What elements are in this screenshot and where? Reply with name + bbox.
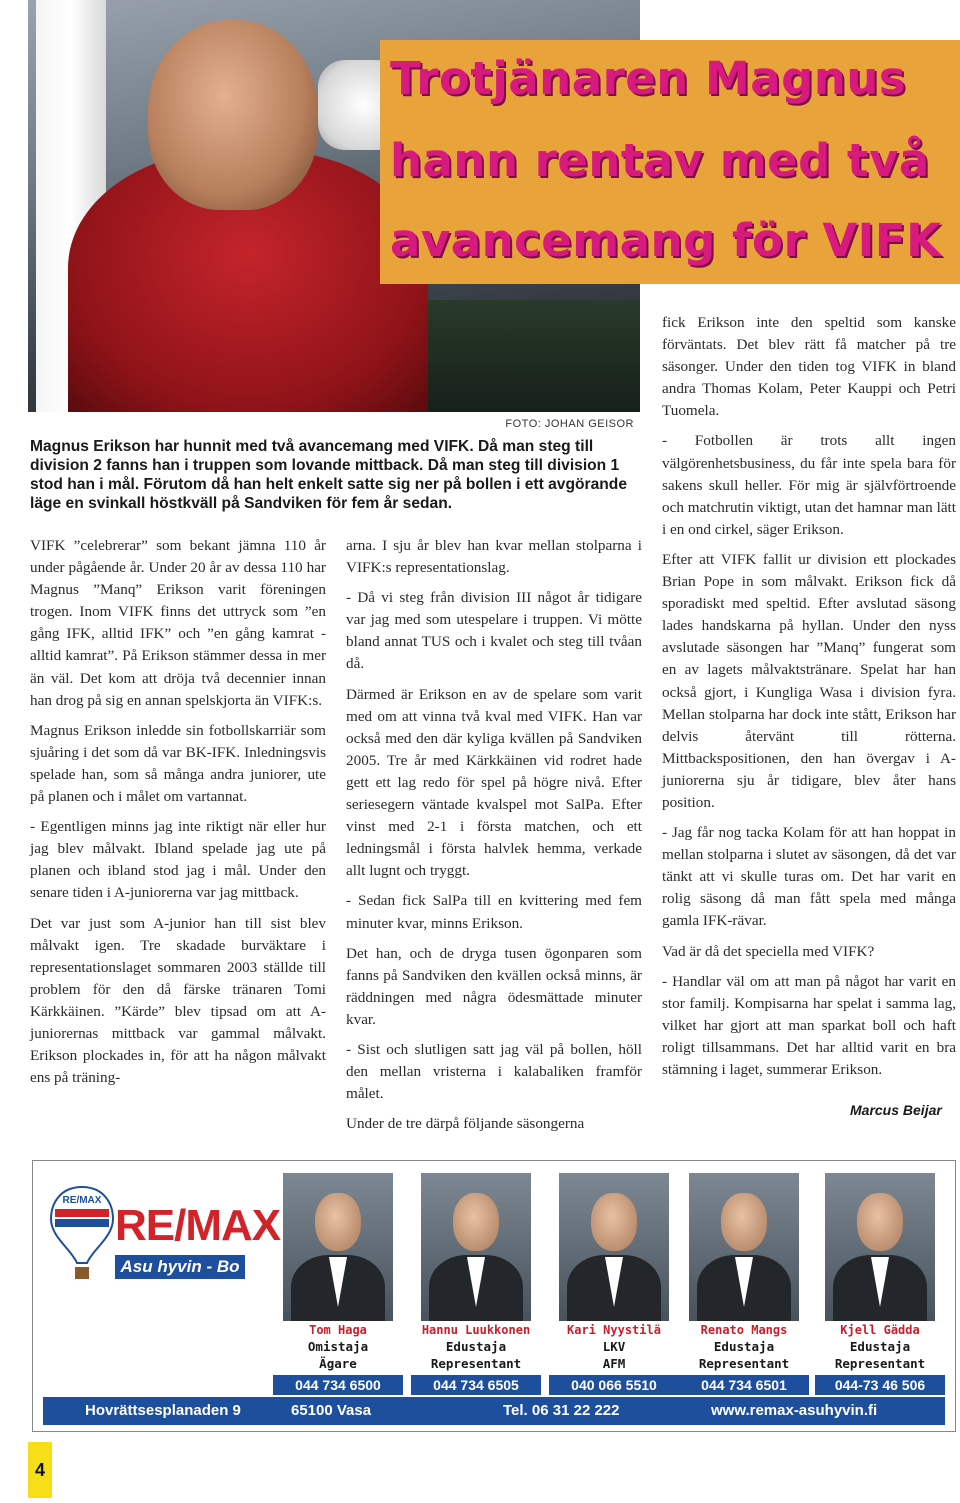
paragraph: arna. I sju år blev han kvar mellan stolparna i VIFK:s representationslag. (346, 537, 642, 577)
remax-advertisement (32, 1160, 956, 1432)
agent-phone: 044-73 46 506 (815, 1375, 945, 1395)
agent-phone: 044 734 6501 (679, 1375, 809, 1395)
article-column-2 (346, 535, 642, 1143)
agent-phone: 040 066 5510 (549, 1375, 679, 1395)
balloon-icon (47, 1183, 117, 1283)
goalkeeper-head (148, 20, 318, 210)
paragraph: - Egentligen minns jag inte riktigt när eller hur jag blev målvakt. Ibland spelade jag ute på planen och ibland stod jag i mål. Under den senare tiden i A-juniorerna var jag mittback. (30, 818, 326, 902)
paragraph: Efter att VIFK fallit ur division ett plockades Brian Pope in som målvakt. Erikson fick då sporadiskt med speltid. Efter avslutad säsong lades handskarna på hyllan. Under den nyss avslutade säsongen har ”Manq” fungerat som en av lagets målvaktstränare. Spelat har han också gjort, i Kungliga Wasa i division fyra. Mellan stolparna har dock inte stått, Erikson har delvis återvänt till rötterna. Mittbackspositionen, den han övergav i A-juniorerna sju år tidigare, blev åter hans position. (662, 550, 956, 811)
agent-portrait (283, 1173, 393, 1321)
paragraph: - Jag får nog tacka Kolam för att han hoppat in mellan stolparna i slutet av säsongen, då det var tänkt att vi skulle turas om. Det har varit en rolig säsong då man fått spela med många gamla IFK-rävar. (662, 824, 956, 930)
agent-role: AFM (602, 1356, 626, 1371)
agent-card (811, 1173, 949, 1393)
office-address: Hovrättsesplanaden 9 (85, 1402, 241, 1419)
agent-card (545, 1173, 683, 1393)
remax-tagline: Asu hyvin - Bo bra (115, 1255, 245, 1279)
office-postal: 65100 Vasa (291, 1402, 372, 1419)
paragraph: Vad är då det speciella med VIFK? (662, 942, 875, 960)
agent-card (407, 1173, 545, 1393)
agent-role: Representant (430, 1356, 522, 1371)
agent-role: Ägare (319, 1356, 357, 1371)
paragraph: Magnus Erikson inledde sin fotbollskarriär som sjuåring i det som då var BK-IFK. Inledningsvis spelade han, som så många andra juniorer, ute på planen och i målet om vartannat. (30, 721, 326, 806)
agent-phone: 044 734 6500 (273, 1375, 403, 1395)
agent-role: Representant (698, 1356, 790, 1371)
photo-caption: Magnus Erikson har hunnit med två avancemang med VIFK. Då man steg till division 2 fanns han i truppen som lovande mittback. Då man steg till division 1 stod han i mål. Förutom då han helt enkelt satte sig ner på bollen i ett avgörande läge en svinkall höstkväll på Sandviken för fem år sedan. (30, 438, 627, 512)
agent-role: Edustaja (713, 1339, 775, 1354)
paragraph: Därmed är Erikson en av de spelare som varit med om att vinna två kval med VIFK. Han var också med den där kyliga kvällen på Sandviken 2005. Tre år med Kärkkäinen vid rodret hade gett ett lag redo för spel på högre nivå. Efter seriesegern väntade kvalspel mot SalPa. Efter vinst med 2-1 i första matchen, och ett ledningsmål i första halvlek hemma, verkade allt lugnt och tryggt. (346, 685, 642, 880)
paragraph: VIFK ”celebrerar” som bekant jämna 110 år under pågående år. Under 20 år av dessa 110 har Magnus ”Manq” Erikson varit föreningen trogen. Inom VIFK finns det uttryck som ”en gång IFK, alltid IFK” och ”en gång kamrat - alltid kamrat”. På Erikson stämmer dessa in mer än väl. Det kom att dröja två decennier innan han drog på sig en annan spelskjorta än VIFK:s. (30, 537, 326, 709)
agent-portrait (825, 1173, 935, 1321)
paragraph: Under de tre därpå följande säsongerna (346, 1115, 585, 1133)
agent-card (675, 1173, 813, 1393)
agent-card (269, 1173, 407, 1393)
office-phone[interactable]: Tel. 06 31 22 222 (503, 1402, 620, 1419)
headline-line-1: Trotjänaren Magnus (390, 52, 907, 105)
article-column-1 (30, 535, 326, 1097)
agent-phone: 044 734 6505 (411, 1375, 541, 1395)
author-signature: Marcus Beijar (850, 1102, 942, 1118)
paragraph: Det var just som A-junior han till sist blev målvakt igen. Tre skadade burväktare i representationslaget sommaren 2003 ställde till problem för den då färske tränaren Tomi Kärkkäinen. ”Kärde” blev tipsad om att A-juniorernas mittback var gammal målvakt. Erikson plockades in, för att ha någon målvakt ens på träning- (30, 914, 326, 1087)
agent-role: LKV (602, 1339, 626, 1354)
agent-role: Representant (834, 1356, 926, 1371)
agent-portrait (421, 1173, 531, 1321)
agent-name: Kari Nyystilä (567, 1323, 661, 1337)
headline-line-2: hann rentav med två (390, 134, 930, 187)
remax-logo (43, 1179, 281, 1319)
agent-name: Hannu Luukkonen (421, 1323, 531, 1337)
agent-name: Renato Mangs (700, 1323, 788, 1337)
paragraph: - Sist och slutligen satt jag väl på bollen, höll den mellan vristerna i kalabaliken framför målet. (346, 1040, 642, 1103)
agent-name: Tom Haga (309, 1323, 367, 1337)
agent-role: Edustaja (849, 1339, 911, 1354)
paragraph: Det han, och de dryga tusen ögonparen som fanns på Sandviken den kvällen också minns, är räddningen med några ödesmättade minuter kvar. (346, 944, 642, 1028)
office-website[interactable]: www.remax-asuhyvin.fi (711, 1402, 878, 1419)
paragraph: - Då vi steg från division III något år tidigare var jag med som utespelare i truppen. Vi mötte bland annat TUS och i kvalet och steg till tvåan då. (346, 589, 642, 673)
paragraph: - Handlar väl om att man på något har varit en stor familj. Kompisarna har spelat i samma lag, vilket har gjort att man sparkat boll och haft roligt tillsammans. Det har alltid varit en bra stämning i laget, summerar Erikson. (662, 972, 956, 1078)
paragraph: fick Erikson inte den speltid som kanske förväntats. Det blev rätt få matcher på tre säsonger. Under den tiden tog VIFK in bland andra Thomas Kolam, Peter Kauppi och Petri Tuomela. (662, 314, 956, 420)
paragraph: - Fotbollen är trots allt ingen välgörenhetsbusiness, du får inte spela bara för sakens skull heller. För mig är självförtroende och matchrutin viktigt, utan det hamnar man lätt i en ond cirkel, säger Erikson. (662, 432, 956, 538)
contact-bar (43, 1397, 945, 1425)
agent-portrait (559, 1173, 669, 1321)
agent-portrait (689, 1173, 799, 1321)
agent-name: Kjell Gädda (840, 1323, 920, 1337)
article-column-3 (662, 312, 956, 1089)
photo-credit: FOTO: JOHAN GEISOR (505, 418, 634, 430)
balloon-label: RE/MAX (62, 1195, 102, 1206)
page-number: 4 (28, 1442, 52, 1498)
agent-role: Edustaja (445, 1339, 507, 1354)
remax-wordmark: RE/MAX (115, 1201, 281, 1250)
headline-line-3: avancemang för VIFK (390, 214, 942, 267)
paragraph: - Sedan fick SalPa till en kvittering med fem minuter kvar, minns Erikson. (346, 892, 642, 932)
agent-role: Omistaja (307, 1339, 369, 1354)
